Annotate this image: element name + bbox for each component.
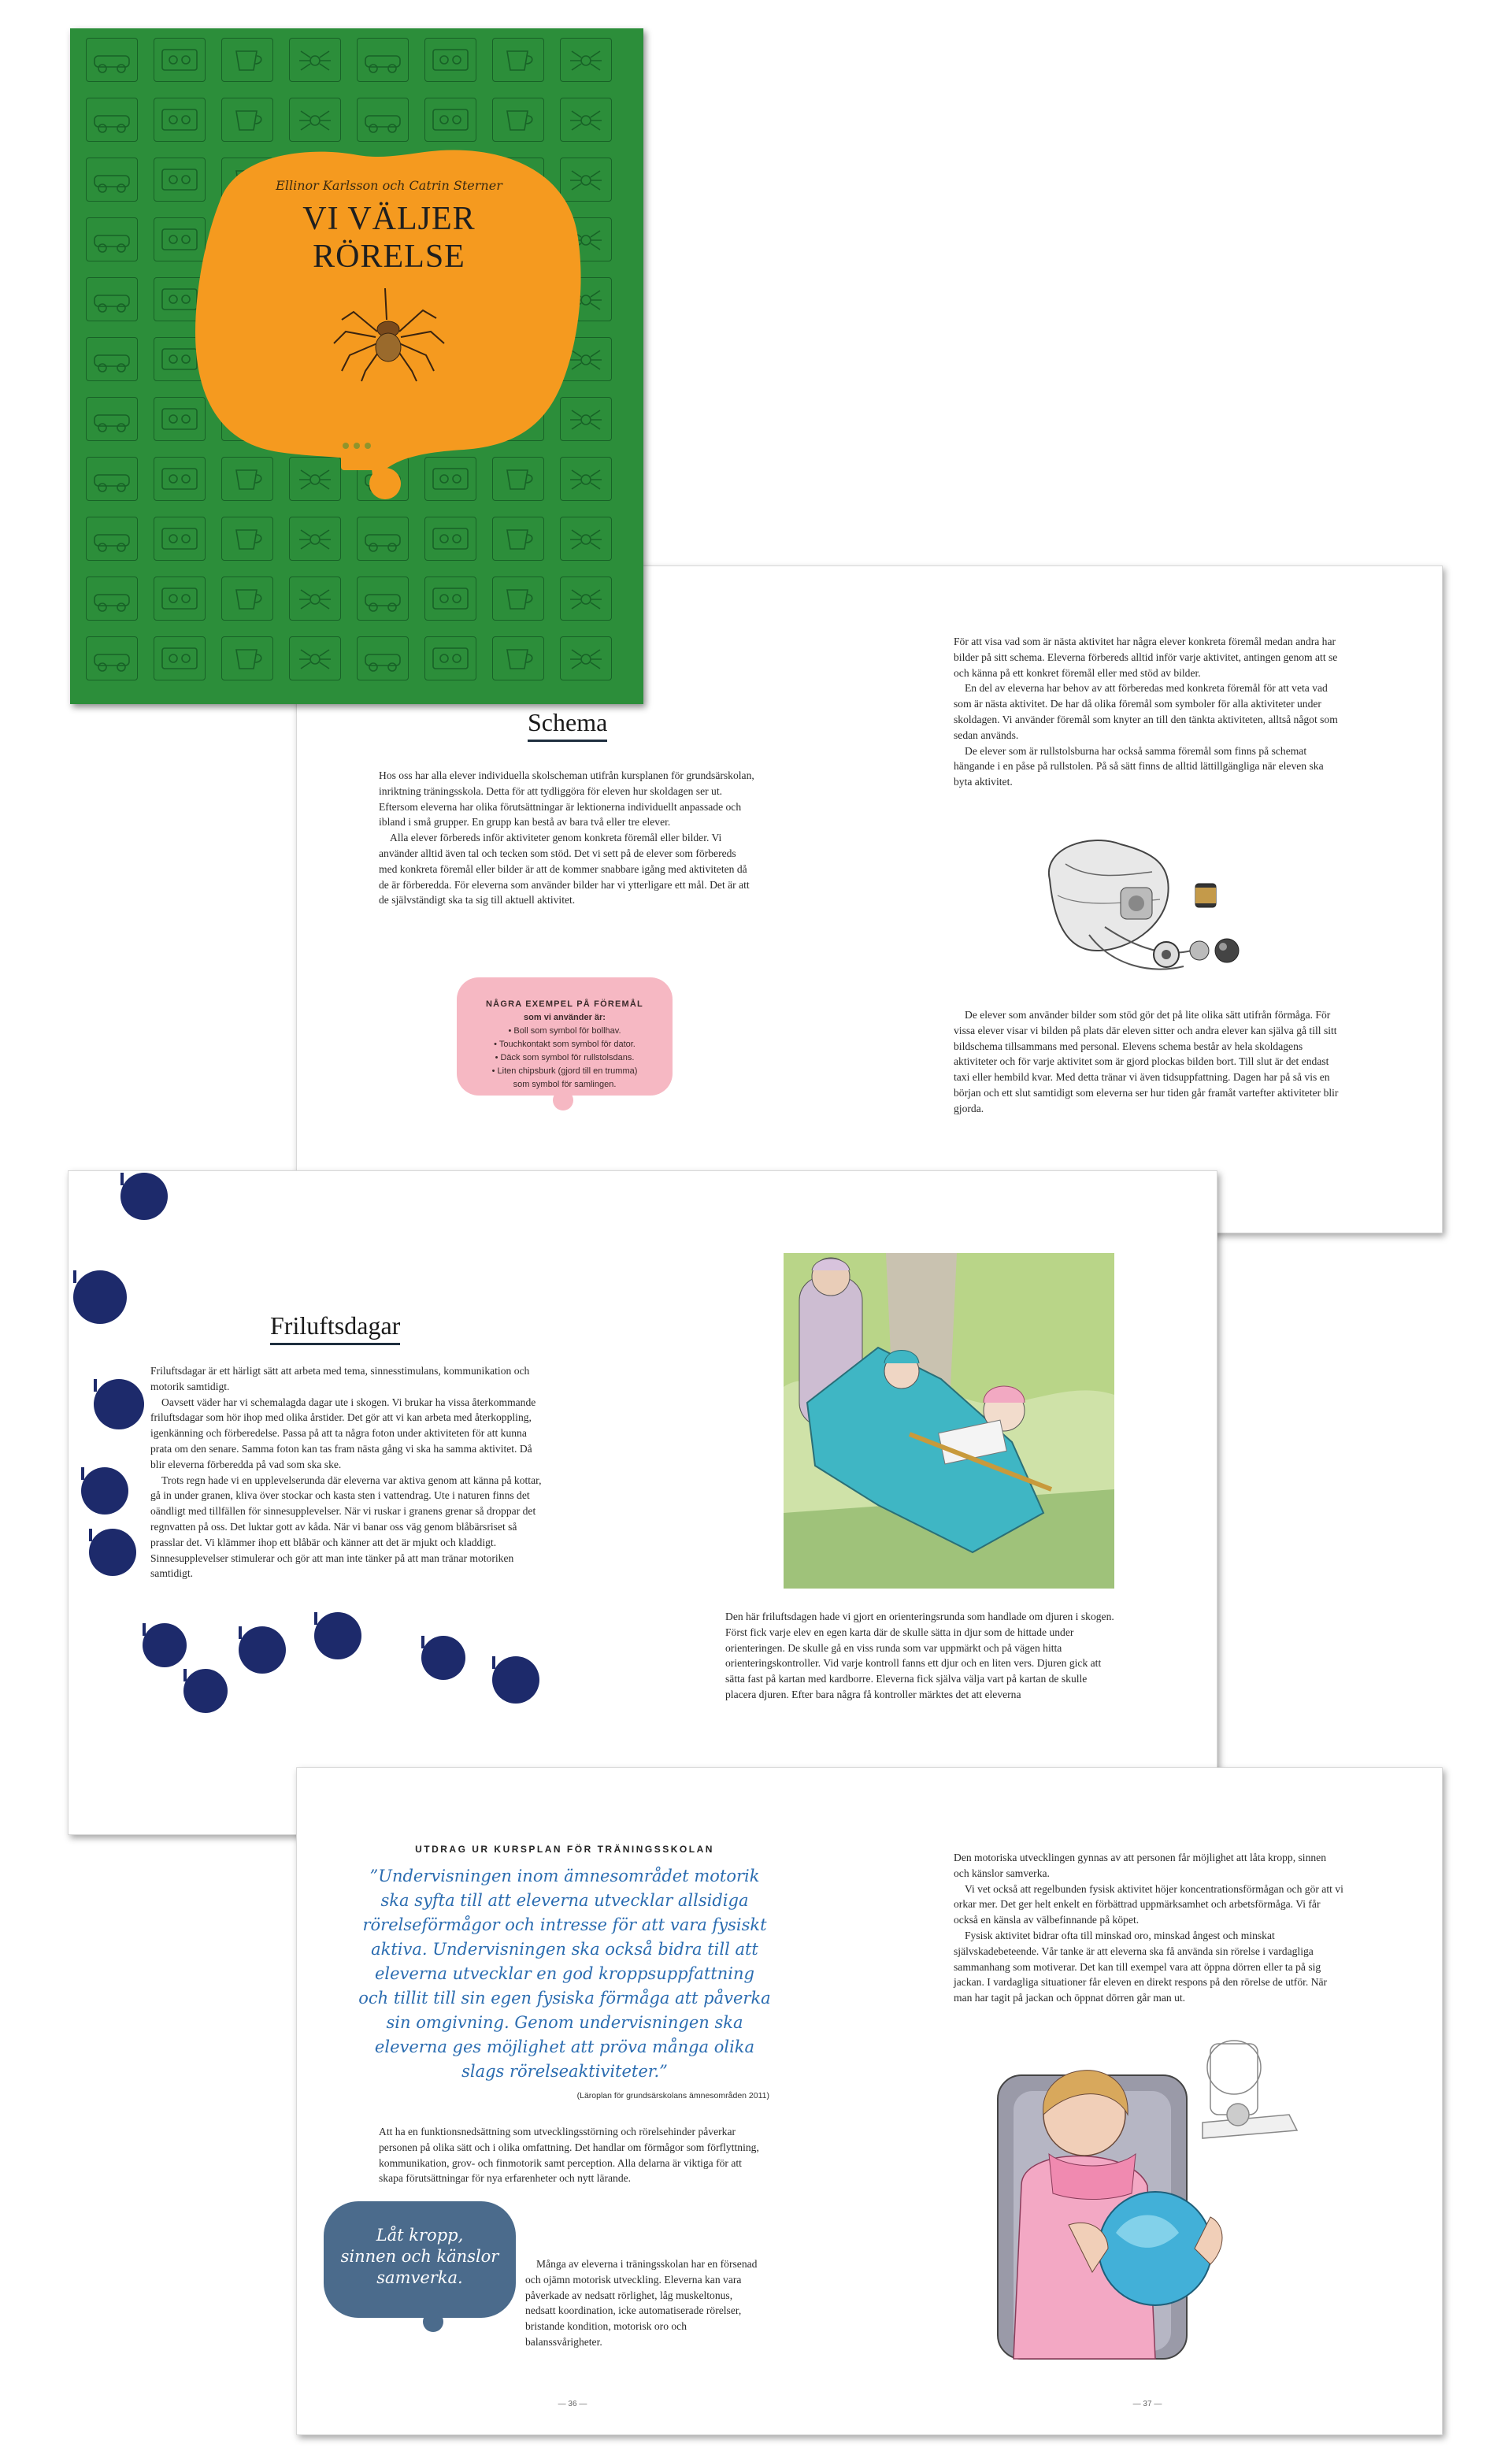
schema-right-paragraph: För att visa vad som är nästa aktivitet har några elever konkreta föremål medan andra har bilder på sitt schema. Eleverna förbereds alltid inför varje aktivitet, antingen genom att se och känna på ett konkret föremål eller med stöd av bilder. [954,636,1338,679]
quote-line: sin omgivning. Genom undervisningen ska [386,2013,743,2032]
spider-icon [560,517,612,561]
car-icon [357,577,409,621]
kursplan-right-text [954,1850,1344,2006]
quote-line: slags rörelseaktiviteter.” [461,2062,668,2081]
schema-left-paragraph: Hos oss har alla elever individuella skolscheman utifrån kursplanen för grundsärskolan, inriktning träningsskola. Detta för att tydliggöra för eleven hur skoldagen ser ut. Eftersom eleverna har olika förutsättningar är lektionerna individuellt anpassade och ibland i små grupper. En grupp kan bestå av bara två eller tre elever. [379,769,754,829]
cup-icon [221,517,273,561]
blueberry-icon [120,1173,168,1220]
quote-line: ska syfta till att eleverna utvecklar allsidiga [380,1891,749,1910]
cassette-icon [424,98,476,142]
friluftsdagar-text [150,1363,543,1581]
cassette-icon [154,98,206,142]
callout-item: som symbol för samlingen. [513,1080,617,1089]
friluftsdagar-paragraph: Trots regn hade vi en upplevelserunda där eleverna var aktiva genom att känna på kottar, gå in under granen, kliva över stockar och kasta sten i vattendrag. Ute i naturen finns det oändligt med tillfällen för sinnesupplevelser. När vi ruskar i granens grenar så droppar det regnvatten på oss. Det luktar gott av kåda. När vi banar oss väg genom blåbärsriset så prasslar det. Vi klämmer ihop ett blåbär och känner att det är mjukt och kladdigt. Sinnesupplevelser stimulerar och gör att man inte tänker på att man tränar motoriken samtidigt. [150,1474,542,1580]
spider-icon [560,636,612,680]
forest-orienteering-illustration [784,1253,1114,1589]
callout-item: • Däck som symbol för rullstolsdans. [495,1053,635,1062]
cup-icon [492,98,544,142]
cup-icon [221,577,273,621]
spider-icon [289,636,341,680]
cover-title-line2: RÖRELSE [313,239,465,275]
cup-icon [492,577,544,621]
cassette-icon [424,517,476,561]
blueberry-icon [89,1529,136,1576]
callout-item: • Boll som symbol för bollhav. [508,1026,621,1036]
cassette-icon [424,577,476,621]
car-icon [86,158,138,202]
cup-icon [221,38,273,82]
kursplan-right-paragraph: Fysisk aktivitet bidrar ofta till minskad oro, minskad ångest och minskat självskadebeteende. Vår tanke är att eleverna ska få använda sin rörelse i vardagliga sammanhang som motiverar. Det kan till exempel vara att öppna dörren eller ta på sig jackan. I vardagliga situationer får eleven en direkt respons på den rörelse de utför. När man har tagit på jackan och öppnat dörren går man ut. [954,1929,1328,2004]
cup-icon [221,636,273,680]
blue-speech-tail [423,2312,443,2332]
car-icon [86,517,138,561]
kursplan-quote [344,1864,785,2084]
blueberry-icon [73,1270,127,1324]
schema-heading: Schema [528,708,608,736]
friluftsdagar-heading: Friluftsdagar [270,1311,401,1340]
blueberry-icon [183,1669,228,1713]
cup-icon [492,517,544,561]
blueberry-icon [239,1626,286,1674]
car-icon [357,517,409,561]
schema-right-top-text [954,634,1344,790]
car-icon [357,38,409,82]
spider-icon [560,577,612,621]
cassette-icon [154,636,206,680]
spider-icon [289,577,341,621]
page-number-left: — 36 — [558,2400,587,2408]
kursplan-left-paragraph: Många av eleverna i träningsskolan har en försenad och ojämn motorisk utveckling. Eleverna kan vara påverkade av nedsatt rörlighet, låg muskeltonus, nedsatt koordination, icke automatiserade rörelser, bristande kondition, motorisk oro och balanssvårigheter. [525,2258,758,2348]
callout-heading: NÅGRA EXEMPEL PÅ FÖREMÅL [486,999,643,1009]
callout-item: • Touchkontakt som symbol för dator. [494,1040,636,1049]
friluftsdagar-paragraph: Friluftsdagar är ett härligt sätt att arbeta med tema, sinnesstimulans, kommunikation och motorik samtidigt. [150,1365,530,1392]
quote-line: aktiva. Undervisningen ska också bidra till att [371,1940,758,1959]
blueberry-icon [81,1467,128,1515]
cup-icon [492,38,544,82]
quote-line: och tillit till sin egen fysiska förmåga att påverka [358,1989,771,2008]
car-icon [86,277,138,321]
spider-icon [560,38,612,82]
blueberry-icon [421,1636,465,1680]
cassette-icon [154,577,206,621]
friluftsdagar-caption-text: Den här friluftsdagen hade vi gjort en orienteringsrunda som handlade om djuren i skogen. Först fick varje elev en egen karta där de skulle sätta in djur som de hittade under orienteringen. De skulle gå en viss runda som var uppmärkt och på vägen hitta orienteringskontroller. Vid varje kontroll fanns ett djur och en liten vers. Djuren gick att sätta fast på kartan med kardborre. Eleverna fick själva välja vart på kartan de skulle placera djuren. Efter bara några få kontroller märktes det att eleverna [725,1611,1114,1700]
cassette-icon [424,636,476,680]
spider-illustration [330,288,448,383]
car-icon [86,98,138,142]
car-icon [86,217,138,261]
blueberry-icon [94,1379,144,1429]
kursplan-left-text-top [379,2124,762,2186]
callout-item: • Liten chipsburk (gjord till en trumma) [491,1066,638,1076]
kursplan-left-text-bottom [525,2256,762,2350]
callout-content [464,998,665,1092]
friluftsdagar-caption [725,1609,1119,1703]
quote-line: ”Undervisningen inom ämnesområdet motorik [369,1867,760,1885]
callout-subheading: som vi använder är: [524,1013,606,1022]
cassette-icon [154,38,206,82]
spread-friluftsdagar [68,1170,1217,1835]
car-icon [357,636,409,680]
quote-line: rörelseförmågor och intresse för att vara fysiskt [362,1915,767,1934]
schema-right-paragraph: De elever som är rullstolsburna har också samma föremål som finns på schemat hängande i en påse på rullstolen. På så sätt finns de alltid lättillgängliga när eleven ska byta aktivitet. [954,744,1324,788]
car-icon [86,457,138,501]
girl-with-ball-illustration [974,2012,1305,2375]
car-icon [86,397,138,441]
callout-pink-tail [553,1090,573,1110]
spider-icon [560,98,612,142]
car-icon [86,577,138,621]
bubble-text-line: sinnen och känslor [340,2247,499,2266]
car-icon [86,337,138,381]
bubble-text [328,2225,511,2289]
quote-line: eleverna ges möjlighet att pröva många olika [374,2037,755,2056]
schema-left-text [379,768,757,908]
book-cover [70,28,643,704]
cover-authors: Ellinor Karlsson och Catrin Sterner [276,178,502,193]
bubble-text-line: samverka. [376,2268,463,2287]
cover-title-line1: VI VÄLJER [302,201,476,237]
friluftsdagar-paragraph: Oavsett väder har vi schemalagda dagar ute i skogen. Vi brukar ha vissa återkommande friluftsdagar som hör ihop med olika årstider. Det gör att vi kan arbeta med återkoppling, igenkänning och förberedelse. Passa på att ta några foton under aktiviteten för att kunna prata om den senare. Samma foton kan tas fram nästa gång vi ska ha samma aktivitet. Då blir eleverna förberedda på vad som ska ske. [150,1396,536,1470]
kursplan-source: (Läroplan för grundsärskolans ämnesområden 2011) [576,2091,769,2100]
cup-icon [492,636,544,680]
car-icon [86,38,138,82]
cassette-icon [154,517,206,561]
kursplan-right-paragraph: Vi vet också att regelbunden fysisk aktivitet höjer koncentrationsförmågan och gör att vi orkar mer. Det ger helt enkelt en förbättrad uppmärksamhet och arbetsförmåga. Vi får också en känsla av välbefinnande på köpet. [954,1882,1343,1926]
spread-kursplan [296,1767,1443,2435]
kursplan-right-paragraph: Den motoriska utvecklingen gynnas av att personen får möjlighet att låta kropp, sinnen och känslor samverka. [954,1852,1327,1879]
page-number-right: — 37 — [1132,2400,1162,2408]
blueberry-icon [314,1612,361,1659]
schema-right-paragraph: En del av eleverna har behov av att förberedas med konkreta föremål för att veta vad som är nästa aktivitet. De har då olika föremål som symboler för alla aktiviteter under skoldagen. Vi använder föremål som knyter an till den tänkta aktiviteten, alltså något som sedan används. [954,682,1338,741]
bubble-text-line: Låt kropp, [376,2226,464,2245]
spider-icon [289,517,341,561]
spider-icon [289,98,341,142]
quote-line: eleverna utvecklar en god kroppsuppfattning [374,1964,754,1983]
car-icon [357,98,409,142]
cup-icon [221,98,273,142]
spider-icon [289,38,341,82]
schema-right-paragraph: De elever som använder bilder som stöd gör det på lite olika sätt utifrån förmåga. För vissa elever visar vi bilden på plats där eleven sitter och andra elever kan själva gå till sitt bildschema tillsammans med personal. Elevens schema består av hela skoldagens aktiviteter och för varje aktivitet som är gjord plockas bilden bort. Till slut är det endast taxi eller hembild kvar. Med detta tränar vi även tidsuppfattning. Dagen har på så vis en början och ett slut samtidigt som eleverna ser hur tiden går framåt vartefter aktiviteter blir gjorda. [954,1009,1339,1114]
bag-of-objects-illustration [1034,832,1254,990]
kursplan-left-paragraph: Att ha en funktionsnedsättning som utvecklingsstörning och rörelsehinder påverkar personen på olika sätt och i olika omfattning. Det handlar om förmågor som förflyttning, kommunikation, grov- och finmotorik samt perception. Alla delarna är viktiga för att skapa förutsättningar för nya erfarenheter och nytt lärande. [379,2126,759,2185]
blueberry-icon [143,1623,187,1667]
schema-left-paragraph: Alla elever förbereds inför aktiviteter genom konkreta föremål eller bilder. Vi använder alltid även tal och tecken som stöd. Det vi sett på de elever som förbereds med konkreta föremål eller bilder är att de kommer snabbare igång med aktiviteten då de är förberedda. För eleverna som använder bilder har vi ytterligare ett mål. Det är att de självständigt ska ta sig till aktuell aktivitet. [379,832,750,907]
cassette-icon [424,38,476,82]
kursplan-label: UTDRAG UR KURSPLAN FÖR TRÄNINGSSKOLAN [415,1844,714,1855]
schema-right-bottom-text [954,1007,1344,1117]
blueberry-icon [492,1656,539,1704]
car-icon [86,636,138,680]
